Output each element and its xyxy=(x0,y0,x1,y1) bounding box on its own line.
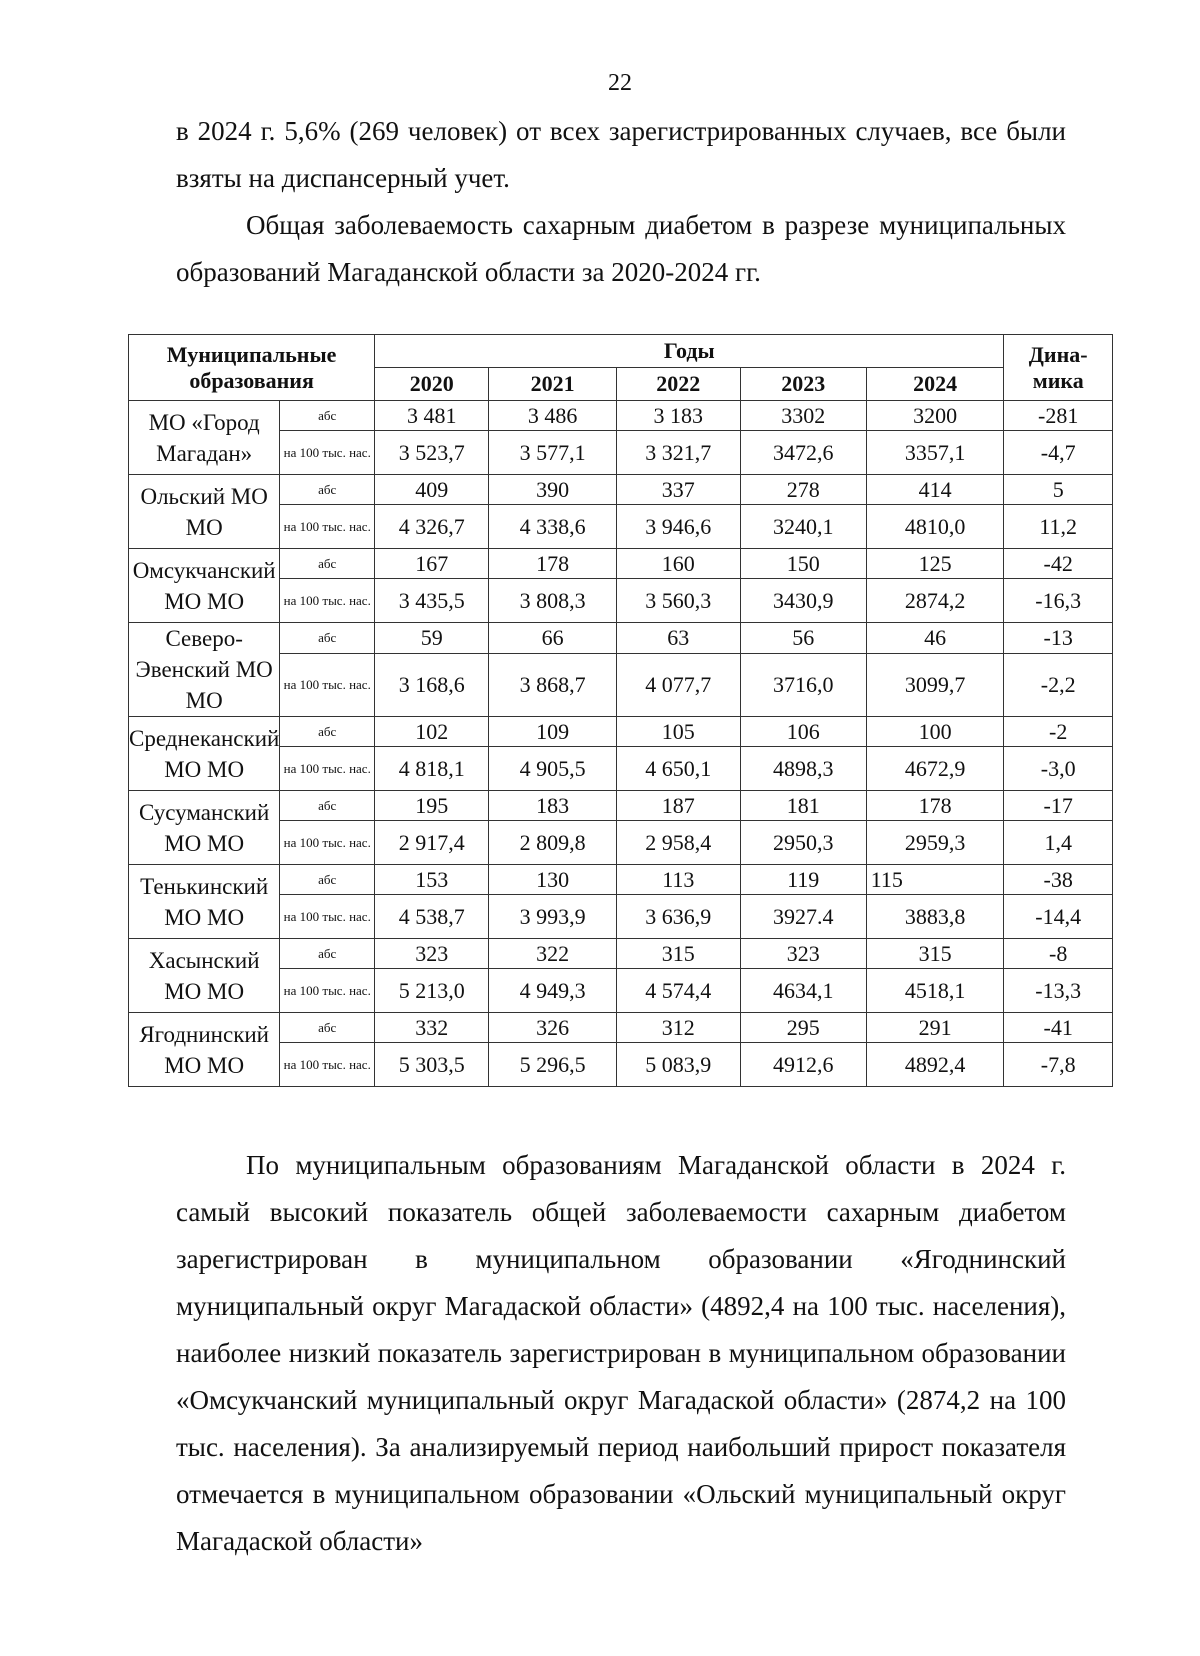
rate-value-2020: 3 168,6 xyxy=(375,654,489,717)
municipality-name: Хасынский МО МО xyxy=(129,939,280,1013)
abs-value-2023: 56 xyxy=(740,623,866,654)
rate-value-2020: 3 523,7 xyxy=(375,431,489,475)
abs-value-2022: 160 xyxy=(616,549,740,579)
table-row-abs xyxy=(129,717,1113,747)
abs-value-2024: 3200 xyxy=(866,401,1004,431)
rate-dynamics-value: -7,8 xyxy=(1004,1043,1113,1087)
page-number: 22 xyxy=(608,70,632,96)
municipality-name: Сусуманский МО МО xyxy=(129,791,280,865)
abs-value-2023: 181 xyxy=(740,791,866,821)
indicator-abs-label: абс xyxy=(280,401,375,431)
abs-value-2022: 315 xyxy=(616,939,740,969)
abs-value-2024: 315 xyxy=(866,939,1004,969)
rate-value-2024: 3099,7 xyxy=(866,654,1004,717)
rate-value-2022: 4 077,7 xyxy=(616,654,740,717)
rate-value-2022: 4 574,4 xyxy=(616,969,740,1013)
rate-dynamics-value: -2,2 xyxy=(1004,654,1113,717)
abs-value-2024: 115 xyxy=(866,865,1004,895)
abs-value-2022: 3 183 xyxy=(616,401,740,431)
abs-value-2021: 130 xyxy=(489,865,617,895)
rate-value-2020: 3 435,5 xyxy=(375,579,489,623)
rate-value-2023: 3927.4 xyxy=(740,895,866,939)
rate-value-2021: 3 808,3 xyxy=(489,579,617,623)
abs-value-2024: 291 xyxy=(866,1013,1004,1043)
rate-value-2022: 5 083,9 xyxy=(616,1043,740,1087)
table-row-abs xyxy=(129,549,1113,579)
rate-value-2021: 3 868,7 xyxy=(489,654,617,717)
abs-value-2023: 295 xyxy=(740,1013,866,1043)
table-row-abs xyxy=(129,791,1113,821)
abs-value-2021: 178 xyxy=(489,549,617,579)
header-years: Годы xyxy=(375,335,1004,368)
indicator-abs-label: абс xyxy=(280,717,375,747)
rate-value-2023: 4634,1 xyxy=(740,969,866,1013)
rate-value-2020: 4 538,7 xyxy=(375,895,489,939)
indicator-rate-label: на 100 тыс. нас. xyxy=(280,431,375,475)
abs-value-2023: 278 xyxy=(740,475,866,505)
abs-value-2020: 153 xyxy=(375,865,489,895)
rate-dynamics-value: -3,0 xyxy=(1004,747,1113,791)
rate-value-2021: 3 993,9 xyxy=(489,895,617,939)
header-year-2022: 2022 xyxy=(616,368,740,401)
abs-value-2022: 113 xyxy=(616,865,740,895)
abs-value-2021: 322 xyxy=(489,939,617,969)
abs-dynamics-value: -8 xyxy=(1004,939,1113,969)
rate-dynamics-value: -16,3 xyxy=(1004,579,1113,623)
rate-value-2023: 4898,3 xyxy=(740,747,866,791)
indicator-rate-label: на 100 тыс. нас. xyxy=(280,505,375,549)
rate-value-2021: 4 949,3 xyxy=(489,969,617,1013)
municipality-name: Северо-Эвенский МО МО xyxy=(129,623,280,717)
abs-value-2024: 125 xyxy=(866,549,1004,579)
abs-value-2021: 66 xyxy=(489,623,617,654)
municipality-name: Тенькинский МО МО xyxy=(129,865,280,939)
abs-value-2022: 312 xyxy=(616,1013,740,1043)
abs-value-2020: 102 xyxy=(375,717,489,747)
abs-value-2020: 195 xyxy=(375,791,489,821)
rate-value-2022: 4 650,1 xyxy=(616,747,740,791)
rate-value-2022: 3 946,6 xyxy=(616,505,740,549)
rate-value-2022: 2 958,4 xyxy=(616,821,740,865)
abs-value-2021: 390 xyxy=(489,475,617,505)
table-row-abs xyxy=(129,1013,1113,1043)
abs-dynamics-value: -41 xyxy=(1004,1013,1113,1043)
abs-value-2023: 119 xyxy=(740,865,866,895)
abs-value-2024: 100 xyxy=(866,717,1004,747)
rate-value-2024: 3357,1 xyxy=(866,431,1004,475)
header-year-2024: 2024 xyxy=(866,368,1004,401)
rate-value-2022: 3 560,3 xyxy=(616,579,740,623)
abs-value-2023: 3302 xyxy=(740,401,866,431)
rate-value-2024: 4892,4 xyxy=(866,1043,1004,1087)
abs-value-2020: 3 481 xyxy=(375,401,489,431)
rate-value-2023: 2950,3 xyxy=(740,821,866,865)
table-row-abs xyxy=(129,865,1113,895)
abs-dynamics-value: -38 xyxy=(1004,865,1113,895)
abs-dynamics-value: -42 xyxy=(1004,549,1113,579)
abs-value-2021: 183 xyxy=(489,791,617,821)
abs-dynamics-value: -281 xyxy=(1004,401,1113,431)
abs-value-2024: 178 xyxy=(866,791,1004,821)
indicator-abs-label: абс xyxy=(280,623,375,654)
indicator-rate-label: на 100 тыс. нас. xyxy=(280,579,375,623)
abs-value-2023: 323 xyxy=(740,939,866,969)
abs-value-2020: 59 xyxy=(375,623,489,654)
rate-dynamics-value: -14,4 xyxy=(1004,895,1113,939)
closing-paragraph: По муниципальным образованиям Магаданской области в 2024 г. самый высокий показатель общей заболеваемости сахарным диабетом зарегистрирован в муниципальном образовании «Ягоднинский муниципальный округ Магадаской области» (4892,4 на 100 тыс. населения), наиболее низкий показатель зарегистрирован в муниципальном образовании «Омсукчанский муниципальный округ Магадаской области» (2874,2 на 100 тыс. населения). За анализируемый период наибольший прирост показателя отмечается в муниципальном образовании «Ольский муниципальный округ Магадаской области» xyxy=(176,1150,1066,1556)
indicator-rate-label: на 100 тыс. нас. xyxy=(280,654,375,717)
table-caption: Общая заболеваемость сахарным диабетом в разрезе муниципальных образований Магаданской области за 2020-2024 гг. xyxy=(176,210,1066,287)
rate-value-2021: 4 338,6 xyxy=(489,505,617,549)
intro-paragraph: в 2024 г. 5,6% (269 человек) от всех зарегистрированных случаев, все были взяты на диспансерный учет. xyxy=(176,116,1066,193)
rate-value-2023: 3430,9 xyxy=(740,579,866,623)
indicator-abs-label: абс xyxy=(280,791,375,821)
rate-value-2021: 3 577,1 xyxy=(489,431,617,475)
rate-dynamics-value: 1,4 xyxy=(1004,821,1113,865)
indicator-abs-label: абс xyxy=(280,475,375,505)
abs-value-2020: 167 xyxy=(375,549,489,579)
table-row-abs xyxy=(129,623,1113,654)
header-dynamics: Дина-мика xyxy=(1004,335,1113,401)
abs-value-2021: 109 xyxy=(489,717,617,747)
municipality-name: Омсукчанский МО МО xyxy=(129,549,280,623)
indicator-rate-label: на 100 тыс. нас. xyxy=(280,747,375,791)
header-municipalities: Муниципальные образования xyxy=(129,335,375,401)
municipality-name: Среднеканский МО МО xyxy=(129,717,280,791)
abs-value-2020: 323 xyxy=(375,939,489,969)
abs-dynamics-value: -17 xyxy=(1004,791,1113,821)
abs-dynamics-value: 5 xyxy=(1004,475,1113,505)
rate-value-2024: 4810,0 xyxy=(866,505,1004,549)
municipality-name: Ягоднинский МО МО xyxy=(129,1013,280,1087)
header-year-2023: 2023 xyxy=(740,368,866,401)
diabetes-incidence-table xyxy=(128,334,1113,1087)
rate-value-2024: 2959,3 xyxy=(866,821,1004,865)
indicator-abs-label: абс xyxy=(280,549,375,579)
abs-value-2024: 46 xyxy=(866,623,1004,654)
rate-value-2022: 3 321,7 xyxy=(616,431,740,475)
abs-value-2020: 409 xyxy=(375,475,489,505)
header-year-2020: 2020 xyxy=(375,368,489,401)
rate-value-2020: 5 213,0 xyxy=(375,969,489,1013)
table-row-abs xyxy=(129,939,1113,969)
rate-value-2021: 2 809,8 xyxy=(489,821,617,865)
table-row-abs xyxy=(129,401,1113,431)
rate-value-2023: 3716,0 xyxy=(740,654,866,717)
rate-value-2024: 3883,8 xyxy=(866,895,1004,939)
indicator-rate-label: на 100 тыс. нас. xyxy=(280,821,375,865)
abs-value-2024: 414 xyxy=(866,475,1004,505)
rate-value-2021: 4 905,5 xyxy=(489,747,617,791)
abs-value-2022: 337 xyxy=(616,475,740,505)
indicator-abs-label: абс xyxy=(280,1013,375,1043)
rate-dynamics-value: 11,2 xyxy=(1004,505,1113,549)
rate-value-2020: 2 917,4 xyxy=(375,821,489,865)
rate-value-2023: 3472,6 xyxy=(740,431,866,475)
abs-dynamics-value: -13 xyxy=(1004,623,1113,654)
rate-value-2022: 3 636,9 xyxy=(616,895,740,939)
abs-value-2022: 105 xyxy=(616,717,740,747)
rate-value-2020: 4 818,1 xyxy=(375,747,489,791)
rate-value-2024: 2874,2 xyxy=(866,579,1004,623)
rate-value-2020: 5 303,5 xyxy=(375,1043,489,1087)
municipality-name: МО «Город Магадан» xyxy=(129,401,280,475)
header-year-2021: 2021 xyxy=(489,368,617,401)
abs-dynamics-value: -2 xyxy=(1004,717,1113,747)
abs-value-2023: 106 xyxy=(740,717,866,747)
abs-value-2020: 332 xyxy=(375,1013,489,1043)
rate-value-2023: 4912,6 xyxy=(740,1043,866,1087)
abs-value-2022: 63 xyxy=(616,623,740,654)
abs-value-2021: 3 486 xyxy=(489,401,617,431)
rate-value-2021: 5 296,5 xyxy=(489,1043,617,1087)
table-row-abs xyxy=(129,475,1113,505)
rate-value-2020: 4 326,7 xyxy=(375,505,489,549)
abs-value-2021: 326 xyxy=(489,1013,617,1043)
abs-value-2022: 187 xyxy=(616,791,740,821)
rate-dynamics-value: -4,7 xyxy=(1004,431,1113,475)
rate-dynamics-value: -13,3 xyxy=(1004,969,1113,1013)
rate-value-2024: 4672,9 xyxy=(866,747,1004,791)
indicator-rate-label: на 100 тыс. нас. xyxy=(280,1043,375,1087)
indicator-rate-label: на 100 тыс. нас. xyxy=(280,969,375,1013)
indicator-abs-label: абс xyxy=(280,939,375,969)
rate-value-2024: 4518,1 xyxy=(866,969,1004,1013)
municipality-name: Ольский МО МО xyxy=(129,475,280,549)
rate-value-2023: 3240,1 xyxy=(740,505,866,549)
indicator-rate-label: на 100 тыс. нас. xyxy=(280,895,375,939)
indicator-abs-label: абс xyxy=(280,865,375,895)
abs-value-2023: 150 xyxy=(740,549,866,579)
